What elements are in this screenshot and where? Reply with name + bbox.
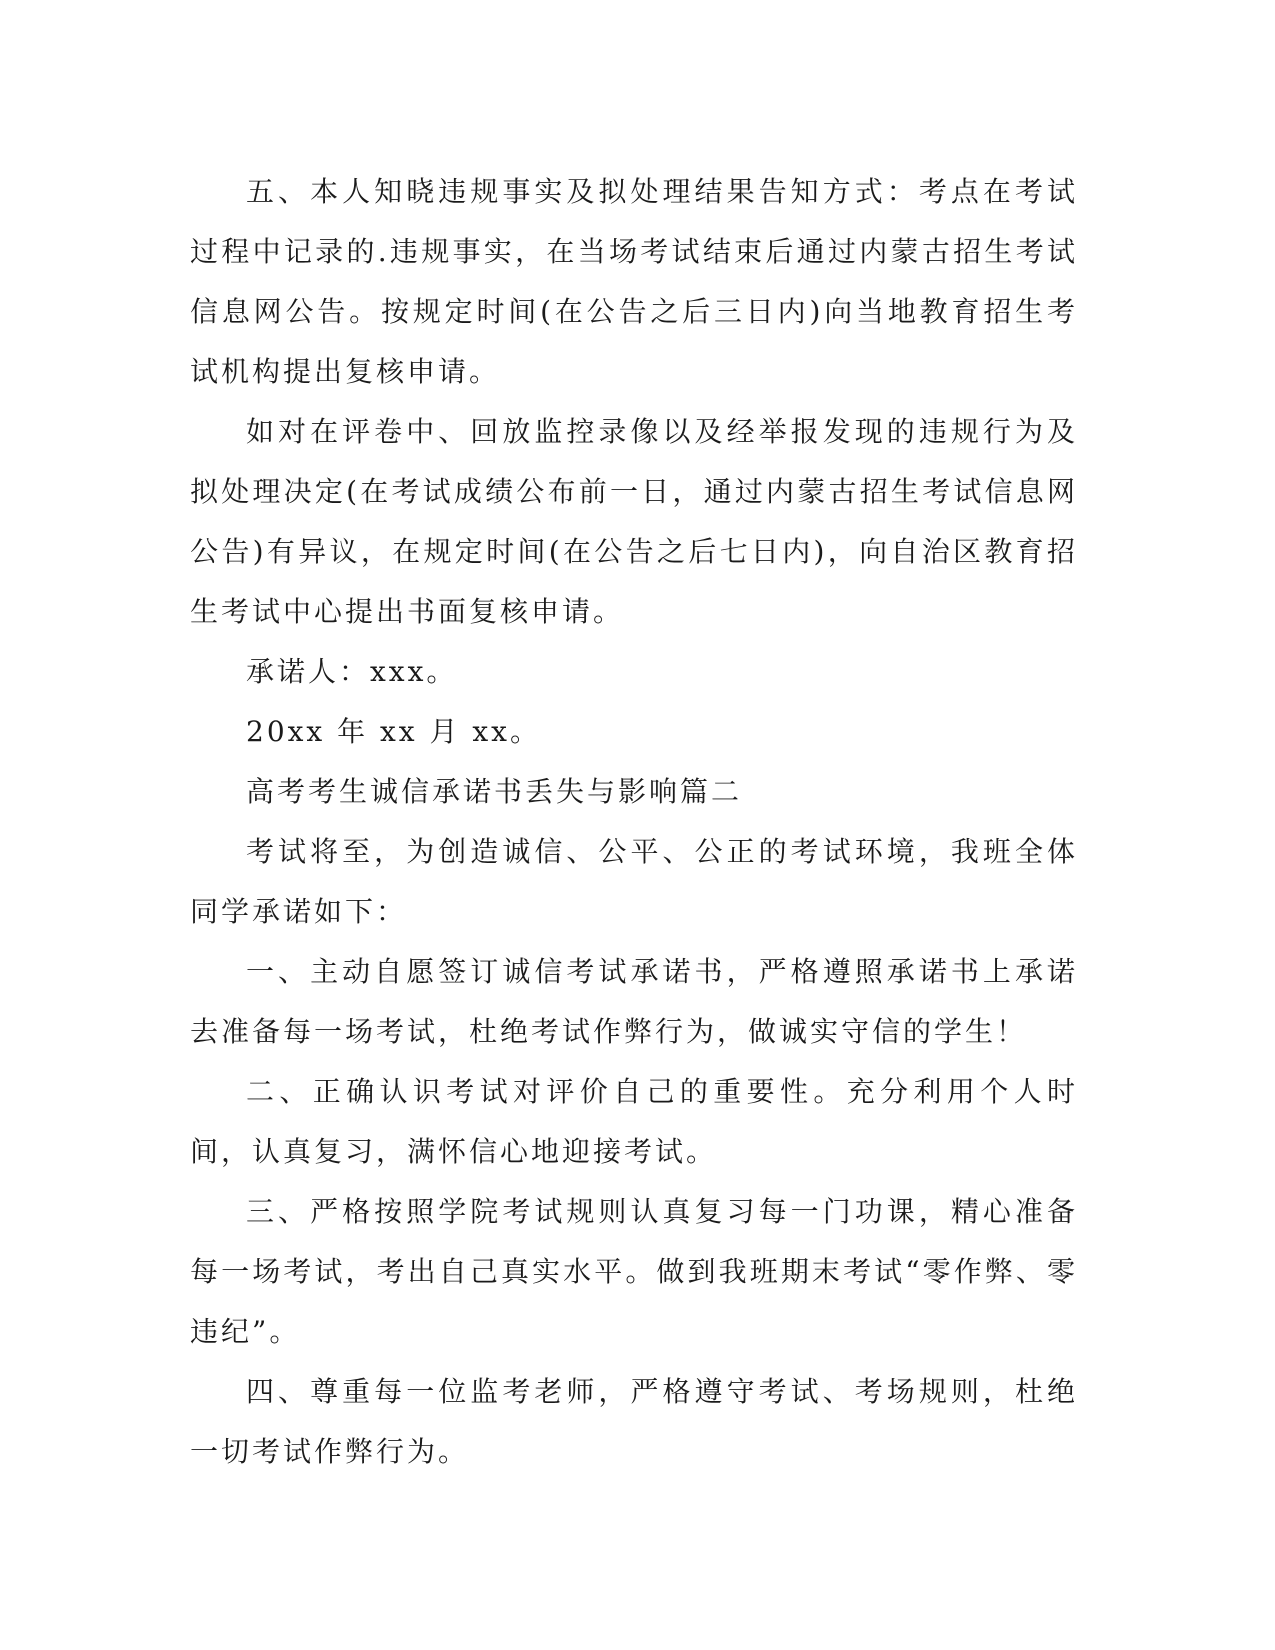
paragraph-notification-method: 五、本人知晓违规事实及拟处理结果告知方式：考点在考试过程中记录的.违规事实，在当场考试结束后通过内蒙古招生考试信息网公告。按规定时间(在公告之后三日内)向当地教育招生考试机构提出复核申请。 [190, 175, 1078, 388]
paragraph-pledge-one: 一、主动自愿签订诚信考试承诺书，严格遵照承诺书上承诺去准备每一场考试，杜绝考试作弊行为，做诚实守信的学生！ [190, 955, 1078, 1048]
paragraph-pledge-four: 四、尊重每一位监考老师，严格遵守考试、考场规则，杜绝一切考试作弊行为。 [190, 1375, 1078, 1468]
section-heading-part-two: 高考考生诚信承诺书丢失与影响篇二 [246, 775, 743, 808]
paragraph-pledge-three: 三、严格按照学院考试规则认真复习每一门功课，精心准备每一场考试，考出自己真实水平。做到我班期末考试“零作弊、零违纪”。 [190, 1195, 1078, 1348]
document-body [190, 162, 1078, 1482]
paragraph-date: 20xx 年 xx 月 xx。 [246, 715, 541, 748]
paragraph-review-appeal: 如对在评卷中、回放监控录像以及经举报发现的违规行为及拟处理决定(在考试成绩公布前一日，通过内蒙古招生考试信息网公告)有异议，在规定时间(在公告之后七日内)，向自治区教育招生考试中心提出书面复核申请。 [190, 415, 1078, 628]
paragraph-signatory: 承诺人：xxx。 [246, 655, 458, 688]
paragraph-pledge-two: 二、正确认识考试对评价自己的重要性。充分利用个人时间，认真复习，满怀信心地迎接考试。 [190, 1075, 1078, 1168]
paragraph-intro: 考试将至，为创造诚信、公平、公正的考试环境，我班全体同学承诺如下： [190, 835, 1078, 928]
